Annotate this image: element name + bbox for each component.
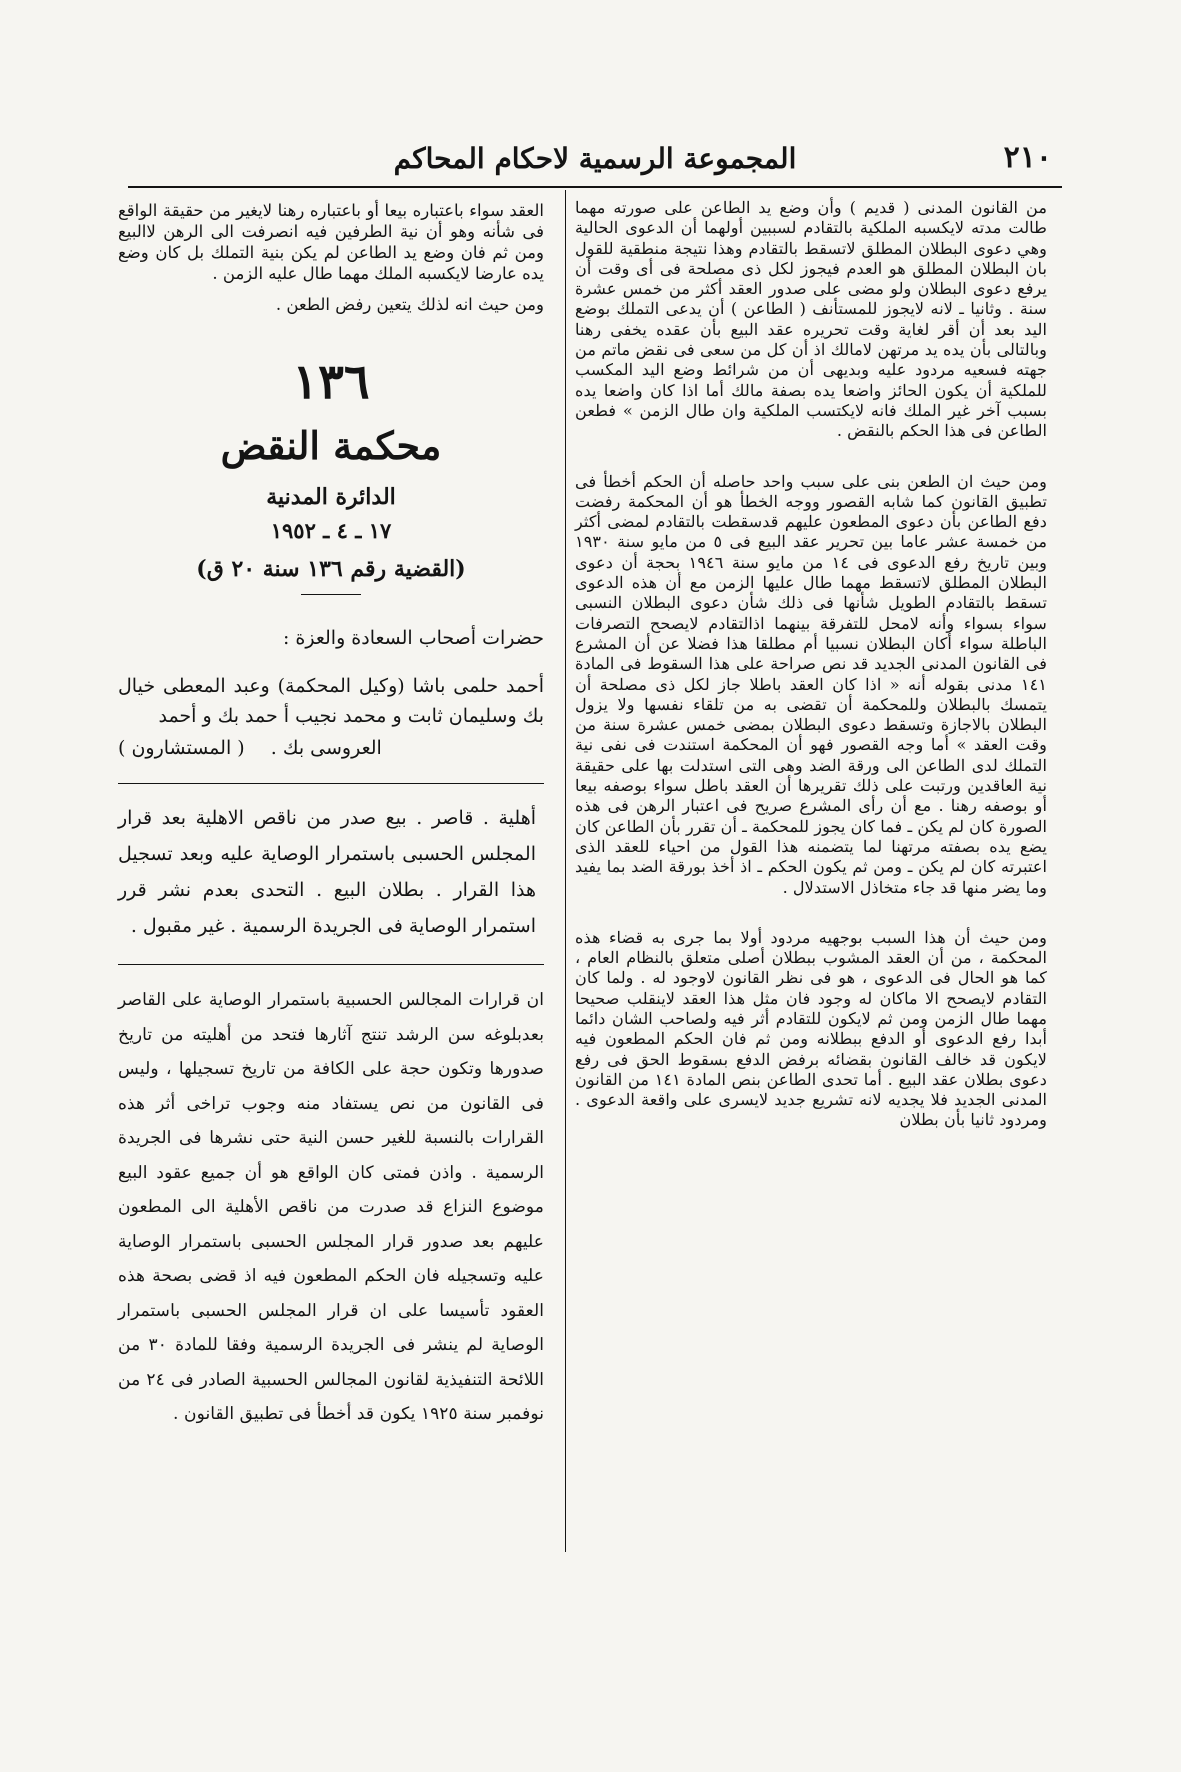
case-reference: (القضية رقم ١٣٦ سنة ٢٠ ق) <box>196 556 466 582</box>
paragraph: ومن حيث ان الطعن بنى على سبب واحد حاصله أن الحكم أخطأ فى تطبيق القانون كما شابه القصور ووجه الخطأ هو أن المحكمة رفضت دفع الطاعن بأن دعوى المطعون عليهم قدسقطت بالتقادم لمضى أكثر من خمسة عشر عاما بين تحرير عقد البيع فى ٥ من مايو سنة ١٩٣٠ وبين تاريخ رفع الدعوى فى ١٤ من مايو سنة ١٩٤٦ بحجة أن دعوى البطلان المطلق لاتسقط مهما طال عليها الزمن مع أن هذه الدعوى تسقط بالتقادم الطويل شأنها فى ذلك شأن دعوى البطلان النسبى سواء بسواء وأنه لامحل للتفرقة بينهما اذالتقادم لايصحح التصرفات الباطلة سواء أكان البطلان نسبيا أم مطلقا هذا فضلا عن أن المشرع فى القانون المدنى الجديد قد نص صراحة على هذا السقوط فى المادة ١٤١ مدنى بقوله أنه « اذا كان العقد باطلا جاز لكل ذى مصلحة أن يتمسك بالبطلان وللمحكمة أن تقضى به من تلقاء نفسها ولا يزول البطلان بالاجازة وتسقط دعوى البطلان بمضى خمس عشرة سنة من وقت العقد » أما وجه القصور فهو أن المحكمة استندت فى نفى نية التملك لدى الطاعن الى ورقة الضد وهى التى استدلت بها على حقيقة نية العاقدين ورتبت على ذلك تقريرها أن العقد باطل سواء بوصفه بيعا أو بوصفه رهنا . مع أن رأى المشرع صريح فى اعتبار الرهن فى هذه الصورة كان لم يكن ـ فما كان يجوز للمحكمة ـ أن تقرر بأن الطاعن كان يضع يده بصفته مرتهنا لما يتضمنه هذا القول من احياء للعقد الذى اعتبرته كان لم يكن ـ ومن ثم يكون الحكم ـ اذ أخذ بورقة الضد بما يفيد وما يضر منها قد جاء متخاذل الاستدلال . <box>575 471 1047 897</box>
judge-last-name: العروسى بك . <box>270 737 382 759</box>
summary-rule <box>118 964 544 965</box>
closing-paragraph: ومن حيث انه لذلك يتعين رفض الطعن . <box>275 295 544 314</box>
presiding-line: حضرات أصحاب السعادة والعزة : <box>282 627 544 649</box>
legal-principle-summary: ان قرارات المجالس الحسبية باستمرار الوصاية على القاصر بعدبلوغه سن الرشد تنتج آثارها فتحد من أهليته من تاريخ صدورها وتكون حجة على الكافة من تاريخ تسجيلها ، وليس فى القانون من نص يستفاد منه وجوب تراخى أثر هذه القرارات بالنسبة للغير حسن النية حتى نشرها فى الجريدة الرسمية . واذن فمتى كان الواقع هو أن جميع عقود البيع موضوع النزاع قد صدرت من ناقص الأهلية الى المطعون عليهم بعد صدور قرار المجلس الحسبى باستمرار الوصاية عليه وتسجيله فان الحكم المطعون فيه اذ قضى بصحة هذه العقود تأسيسا على ان قرار المجلس الحسبى باستمرار الوصاية لم ينشر فى الجريدة الرسمية وفقا للمادة ٣٠ من اللائحة التنفيذية لقانون المجالس الحسبية الصادر فى ٢٤ من نوفمبر سنة ١٩٢٥ يكون قد أخطأ فى تطبيق القانون . <box>118 990 544 1424</box>
judgment-date: ١٧ ـ ٤ ـ ١٩٥٢ <box>270 518 392 543</box>
headnote: أهلية . قاصر . بيع صدر من ناقص الاهلية بعد قرار المجلس الحسبى باستمرار الوصاية عليه وبعد تسجيل هذا القرار . بطلان البيع . التحدى بعدم نشر قرر استمرار الوصاية فى الجريدة الرسمية . غير مقبول . <box>118 807 536 937</box>
case-number: ١٣٦ <box>292 354 370 410</box>
judges-list: أحمد حلمى باشا (وكيل المحكمة) وعبد المعطى خيال بك وسليمان ثابت و محمد نجيب أ حمد بك و أحمد <box>118 675 544 727</box>
page-header <box>128 140 1062 180</box>
publication-title: المجموعة الرسمية لاحكام المحاكم <box>393 142 797 175</box>
column-divider <box>565 190 566 1552</box>
opening-paragraph: العقد سواء باعتباره بيعا أو باعتباره رهنا لايغير من حقيقة الواقع فى شأنه وهو أن نية الطرفين فيه انصرفت الى الرهن لاالبيع ومن ثم فان وضع يد الطاعن لم يكن بنية التملك بل كان وضع يده عارضا لايكسبه الملك مهما طال عليه الزمن . <box>118 201 544 283</box>
judges-title: ( المستشارون ) <box>118 737 245 759</box>
header-rule <box>128 186 1062 188</box>
page-number: ٢١٠ <box>1003 140 1052 175</box>
headnote-rule <box>118 783 544 784</box>
left-column <box>118 200 544 1432</box>
paragraph: من القانون المدنى ( قديم ) وأن وضع يد الطاعن على صورته مهما طالت مدته لايكسبه الملكية بالتقادم لسببين أولهما أن الدعوى الحالية وهي دعوى البطلان المطلق لاتسقط بالتقادم وهذا نتيجة منطقية للقول بان البطلان المطلق هو العدم فيجوز لكل ذى مصلحة فى أى وقت أن يرفع دعوى البطلان ولو مضى على صدور العقد أكثر من خمس عشرة سنة . وثانيا ـ لانه لايجوز للمستأنف ( الطاعن ) أن يدعى التملك بوضع اليد بعد أن أقر لغاية وقت تحريره عقد البيع بأن عقده يخفى رهنا وبالتالى بأن يده يد مرتهن لامالك اذ أن كل من سعى فى نقض ماتم من جهته فسعيه مردود عليه وبديهى أن من شرائط وضع اليد المكسب للملكية أن يكون الحائز واضعا يده بصفة مالك أما اذا كان واضعا يده بسبب آخر غير الملك فانه لايكتسب الملكية وان طال الزمن » فطعن الطاعن فى هذا الحكم بالنقض . <box>575 198 1047 441</box>
circuit-name: الدائرة المدنية <box>266 484 396 510</box>
judges-suffix <box>118 733 544 763</box>
short-divider <box>301 594 361 595</box>
right-column <box>575 198 1047 1131</box>
paragraph: ومن حيث أن هذا السبب بوجهيه مردود أولا بما جرى به قضاء هذه المحكمة ، من أن العقد المشوب ببطلان أصلى متعلق بالنظام العام ، كما هو الحال فى الدعوى ، هو فى نظر القانون لاوجود له . ولما كان التقادم لايصحح الا ماكان له وجود فان مثل هذا العقد لاينقلب صحيحا مهما طال الزمن ومن ثم لايكون للتقادم أثر فيه ولصاحب الشان دائما أبدا رفع الدعوى أو الدفع ببطلانه ومن ثم فان الحكم المطعون فيه لايكون قد خالف القانون بقضائه برفض الدفع بسقوط الحق فى رفع دعوى بطلان عقد البيع . أما تحدى الطاعن بنص المادة ١٤١ من القانون المدنى الجديد فلا يجديه لانه تشريع جديد لايسرى على واقعة الدعوى . ومردود ثانيا بأن بطلان <box>575 927 1047 1130</box>
court-name: محكمة النقض <box>220 423 442 468</box>
